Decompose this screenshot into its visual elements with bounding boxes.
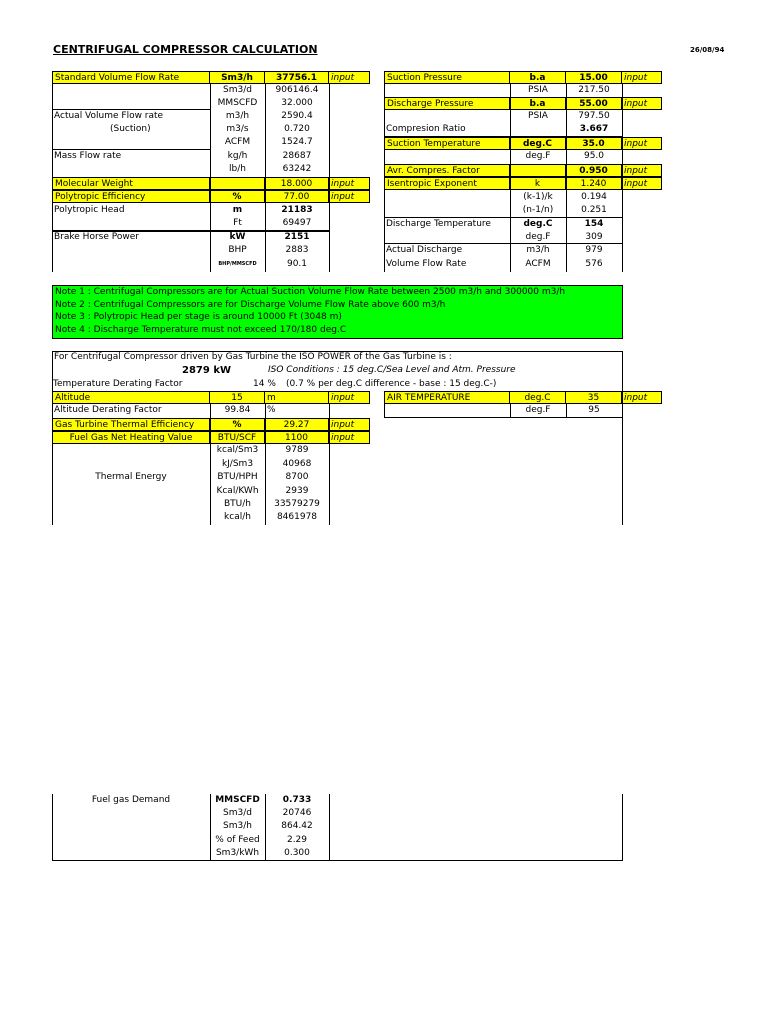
notes-box	[52, 285, 623, 339]
avr-comp-factor-value[interactable]: 0.950	[566, 164, 622, 177]
discharge-temp-value: 154	[584, 219, 604, 229]
altitude-label: Altitude	[52, 391, 210, 404]
compression-ratio-label: Compresion Ratio	[386, 124, 466, 134]
act-discharge-acfm-unit: ACFM	[525, 259, 551, 269]
poly-head-ft-value: 69497	[282, 218, 312, 228]
altitude-unit: m	[265, 391, 329, 404]
note-1: Note 1 : Centrifugal Compressors are for Actual Suction Volume Flow Rate between 2500 m3/h and 300000 m3/h	[55, 287, 566, 297]
discharge-temp-f-unit: deg.F	[525, 232, 551, 242]
discharge-temp-unit: deg.C	[523, 219, 553, 229]
n-ratio-value: 0.251	[581, 205, 607, 215]
suction-temp-input-tag: input	[622, 137, 662, 150]
act-discharge-label: Actual Discharge	[386, 245, 463, 255]
alt-derating-value: 99.84	[224, 405, 251, 415]
fuel-kcal-value: 9789	[285, 445, 309, 455]
suction-temp-f-value: 95.0	[583, 151, 605, 161]
air-temp-value[interactable]: 35	[566, 391, 622, 404]
fuel-demand-unit-1: MMSCFD	[215, 795, 260, 805]
isentropic-exp-unit: k	[510, 177, 566, 190]
page-title: CENTRIFUGAL COMPRESSOR CALCULATION	[53, 43, 318, 56]
n-ratio-unit: (n-1/n)	[522, 205, 554, 215]
thermal-energy-label: Thermal Energy	[95, 472, 167, 482]
mol-weight-label: Molecular Weight	[52, 177, 210, 190]
thermal-kcalh-value: 8461978	[276, 512, 318, 522]
thermal-btuh-unit: BTU/h	[224, 499, 251, 509]
fuel-demand-value-2: 20746	[282, 808, 312, 818]
fuel-kcal-unit: kcal/Sm3	[216, 445, 259, 455]
fuel-kj-unit: kJ/Sm3	[221, 459, 254, 469]
bhp-bhp-unit: BHP	[228, 245, 247, 255]
act-flow-m3s-value: 0.720	[284, 124, 310, 134]
k-ratio-value: 0.194	[581, 192, 607, 202]
suction-pressure-value[interactable]: 15.00	[566, 71, 622, 84]
poly-head-m-value: 21183	[281, 205, 313, 215]
fuel-demand-value-1: 0.733	[282, 795, 312, 805]
thermal-kwh-unit: Kcal/KWh	[216, 486, 259, 496]
turbine-intro: For Centrifugal Compressor driven by Gas Turbine the ISO POWER of the Gas Turbine is :	[54, 352, 452, 362]
bhp-label: Brake Horse Power	[54, 232, 139, 242]
suction-temp-unit: deg.C	[510, 137, 566, 150]
act-flow-m3h-unit: m3/h	[225, 111, 250, 121]
alt-derating-unit: %	[267, 405, 276, 415]
discharge-psia-value: 797.50	[578, 111, 610, 121]
std-flow-input-tag: input	[329, 71, 370, 84]
std-flow-sm3d-value: 906146.4	[275, 85, 319, 95]
air-temp-f-unit: deg.F	[525, 405, 551, 415]
suction-pressure-input-tag: input	[622, 71, 662, 84]
bhp-mmscfd-unit: BHP/MMSCFD	[218, 261, 257, 267]
thermal-eff-label: Gas Turbine Thermal Efficiency	[52, 418, 210, 431]
poly-eff-input-tag: input	[329, 190, 370, 203]
thermal-btuh-value: 33579279	[274, 499, 320, 509]
poly-eff-value[interactable]: 77.00	[265, 190, 329, 203]
suction-psia-unit: PSIA	[528, 85, 548, 95]
suction-psia-value: 217.50	[578, 85, 610, 95]
discharge-pressure-unit: b.a	[510, 97, 566, 110]
act-discharge-m3h-unit: m3/h	[526, 245, 550, 255]
act-flow-acfm-value: 1524.7	[281, 137, 313, 147]
discharge-pressure-value[interactable]: 55.00	[566, 97, 622, 110]
poly-head-ft-unit: Ft	[233, 218, 242, 228]
std-flow-unit: Sm3/h	[210, 71, 265, 84]
discharge-pressure-label: Discharge Pressure	[384, 97, 510, 110]
thermal-hph-unit: BTU/HPH	[217, 472, 258, 482]
discharge-temp-f-value: 309	[585, 232, 603, 242]
isentropic-exp-input-tag: input	[622, 177, 662, 190]
discharge-psia-unit: PSIA	[528, 111, 548, 121]
note-2: Note 2 : Centrifugal Compressors are for Discharge Volume Flow Rate above 600 m3/h	[55, 299, 446, 310]
act-flow-m3s-unit: m3/s	[226, 124, 249, 134]
date-stamp: 26/08/94	[690, 46, 725, 54]
std-flow-value[interactable]: 37756.1	[265, 71, 329, 84]
mol-weight-value[interactable]: 18.000	[265, 177, 329, 190]
fuel-heating-label: Fuel Gas Net Heating Value	[52, 431, 210, 444]
note-3: Note 3 : Polytropic Head per stage is around 10000 Ft (3048 m)	[55, 312, 342, 322]
suction-temp-value[interactable]: 35.0	[566, 137, 622, 150]
discharge-temp-label: Discharge Temperature	[386, 219, 491, 229]
suction-pressure-label: Suction Pressure	[384, 71, 510, 84]
fuel-demand-unit-3: Sm3/h	[223, 821, 252, 831]
mass-flow-label: Mass Flow rate	[54, 151, 122, 161]
act-discharge-m3h-value: 979	[585, 245, 603, 255]
fuel-kj-value: 40968	[282, 459, 312, 469]
poly-head-label: Polytropic Head	[54, 205, 125, 215]
iso-power: 2879 kW	[182, 365, 231, 376]
altitude-input-tag: input	[329, 391, 370, 404]
fuel-demand-value-3: 864.42	[281, 821, 313, 831]
poly-head-m-unit: m	[232, 205, 243, 215]
mass-lbh-unit: lb/h	[229, 164, 246, 174]
volume-flow-rate-label: Volume Flow Rate	[386, 259, 467, 269]
suction-temp-label: Suction Temperature	[384, 137, 510, 150]
alt-derating-label: Altitude Derating Factor	[54, 405, 162, 415]
std-flow-label: Standard Volume Flow Rate	[52, 71, 210, 84]
std-flow-sm3d-unit: Sm3/d	[223, 85, 252, 95]
suction-temp-f-unit: deg.F	[525, 151, 551, 161]
std-flow-mmscfd-value: 32.000	[281, 98, 313, 108]
isentropic-exp-label: Isentropic Exponent	[384, 177, 510, 190]
air-temp-f-value: 95	[588, 405, 600, 415]
isentropic-exp-value[interactable]: 1.240	[566, 177, 622, 190]
thermal-kwh-value: 2939	[285, 486, 309, 496]
air-temp-unit: deg.C	[510, 391, 566, 404]
mass-kgh-unit: kg/h	[227, 151, 248, 161]
fuel-demand-value-5: 0.300	[284, 848, 310, 858]
mass-kgh-value: 28687	[282, 151, 312, 161]
suction-pressure-unit: b.a	[510, 71, 566, 84]
fuel-demand-unit-5: Sm3/kWh	[215, 848, 260, 858]
air-temp-label: AIR TEMPERATURE	[384, 391, 510, 404]
mol-weight-input-tag: input	[329, 177, 370, 190]
avr-comp-factor-unit	[510, 164, 566, 177]
mol-weight-unit	[210, 177, 265, 190]
air-temp-input-tag: input	[622, 391, 662, 404]
bhp-kw-value: 2151	[284, 232, 310, 242]
fuel-demand-unit-4: % of Feed	[215, 835, 260, 845]
fuel-demand-label: Fuel gas Demand	[91, 795, 171, 805]
mass-lbh-value: 63242	[282, 164, 312, 174]
bhp-bhp-value: 2883	[285, 245, 309, 255]
act-discharge-acfm-value: 576	[585, 259, 603, 269]
act-flow-label: Actual Volume Flow rate	[54, 111, 164, 121]
k-ratio-unit: (k-1)/k	[523, 192, 553, 202]
altitude-value[interactable]: 15	[210, 391, 265, 404]
thermal-eff-value[interactable]: 29.27	[265, 418, 329, 431]
fuel-heating-unit: BTU/SCF	[210, 431, 265, 444]
avr-comp-factor-label: Avr. Compres. Factor	[384, 164, 510, 177]
thermal-kcalh-unit: kcal/h	[224, 512, 251, 522]
bhp-mmscfd-value: 90.1	[286, 259, 308, 269]
fuel-demand-value-4: 2.29	[286, 835, 308, 845]
note-4: Note 4 : Discharge Temperature must not exceed 170/180 deg.C	[55, 324, 347, 335]
temp-derating-note: (0.7 % per deg.C difference - base : 15 deg.C-)	[286, 379, 497, 389]
avr-comp-factor-input-tag: input	[622, 164, 662, 177]
bhp-kw-unit: kW	[229, 232, 246, 242]
temp-derating-value: 14 %	[253, 379, 276, 389]
act-flow-suction-label: (Suction)	[110, 124, 151, 134]
discharge-pressure-input-tag: input	[622, 97, 662, 110]
act-flow-m3h-value: 2590.4	[281, 111, 313, 121]
iso-conditions: ISO Conditions : 15 deg.C/Sea Level and Atm. Pressure	[268, 365, 516, 375]
fuel-heating-value[interactable]: 1100	[265, 431, 329, 444]
thermal-eff-unit: %	[210, 418, 265, 431]
thermal-eff-input-tag: input	[329, 418, 370, 431]
poly-eff-unit: %	[210, 190, 265, 203]
compression-ratio-value: 3.667	[579, 124, 609, 134]
poly-eff-label: Polytropic Efficiency	[52, 190, 210, 203]
temp-derating-label: Temperature Derating Factor	[53, 379, 183, 389]
std-flow-mmscfd-unit: MMSCFD	[217, 98, 258, 108]
thermal-hph-value: 8700	[285, 472, 309, 482]
fuel-heating-input-tag: input	[329, 431, 370, 444]
act-flow-acfm-unit: ACFM	[224, 137, 251, 147]
fuel-demand-unit-2: Sm3/d	[223, 808, 252, 818]
